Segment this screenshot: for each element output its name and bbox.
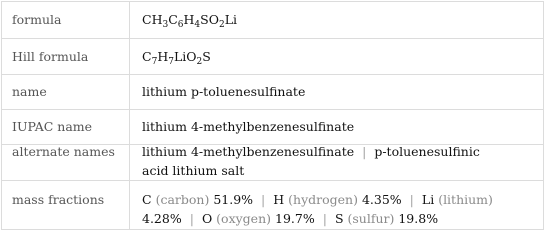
alternate-separator: |	[362, 144, 367, 159]
row-name	[2, 75, 543, 110]
alternate-name-2-line-1: p-toluenesulfinic	[374, 144, 480, 159]
mass-item-carbon: C (carbon) 51.9%	[142, 192, 254, 207]
alternate-name-1: lithium 4-methylbenzenesulfinate	[142, 144, 355, 159]
alternate-name-2-line-2: acid lithium salt	[142, 163, 245, 178]
row-hill-formula	[2, 39, 543, 75]
value-iupac-name: lithium 4-methylbenzenesulfinate	[142, 119, 355, 134]
value-alternate-names	[142, 142, 480, 180]
label-hill-formula: Hill formula	[12, 49, 89, 64]
mass-separator: |	[322, 211, 327, 226]
value-name: lithium p-toluenesulfinate	[142, 84, 306, 99]
mass-item-sulfur: S (sulfur) 19.8%	[334, 211, 439, 226]
mass-item-lithium-symbol: Li (lithium)	[421, 192, 493, 207]
mass-item-lithium-percent: 4.28%	[142, 211, 182, 226]
row-iupac-name	[2, 110, 543, 145]
label-iupac-name: IUPAC name	[12, 119, 93, 134]
value-formula: $CH_3C_6H_4SO_2Li$	[142, 12, 238, 30]
mass-separator: |	[409, 192, 414, 207]
label-name: name	[12, 84, 47, 99]
label-alternate-names: alternate names	[12, 144, 115, 159]
row-formula	[2, 2, 543, 39]
row-alternate-names	[2, 145, 543, 181]
properties-table	[1, 1, 544, 230]
label-formula: formula	[12, 12, 62, 27]
value-hill-formula: $C_7H_7LiO_2S$	[142, 49, 211, 67]
mass-item-oxygen: O (oxygen) 19.7%	[201, 211, 315, 226]
mass-separator: |	[189, 211, 194, 226]
value-mass-fractions	[142, 190, 493, 228]
mass-separator: |	[261, 192, 266, 207]
label-mass-fractions: mass fractions	[12, 192, 105, 207]
mass-item-hydrogen: H (hydrogen) 4.35%	[273, 192, 402, 207]
row-mass-fractions	[2, 181, 543, 231]
